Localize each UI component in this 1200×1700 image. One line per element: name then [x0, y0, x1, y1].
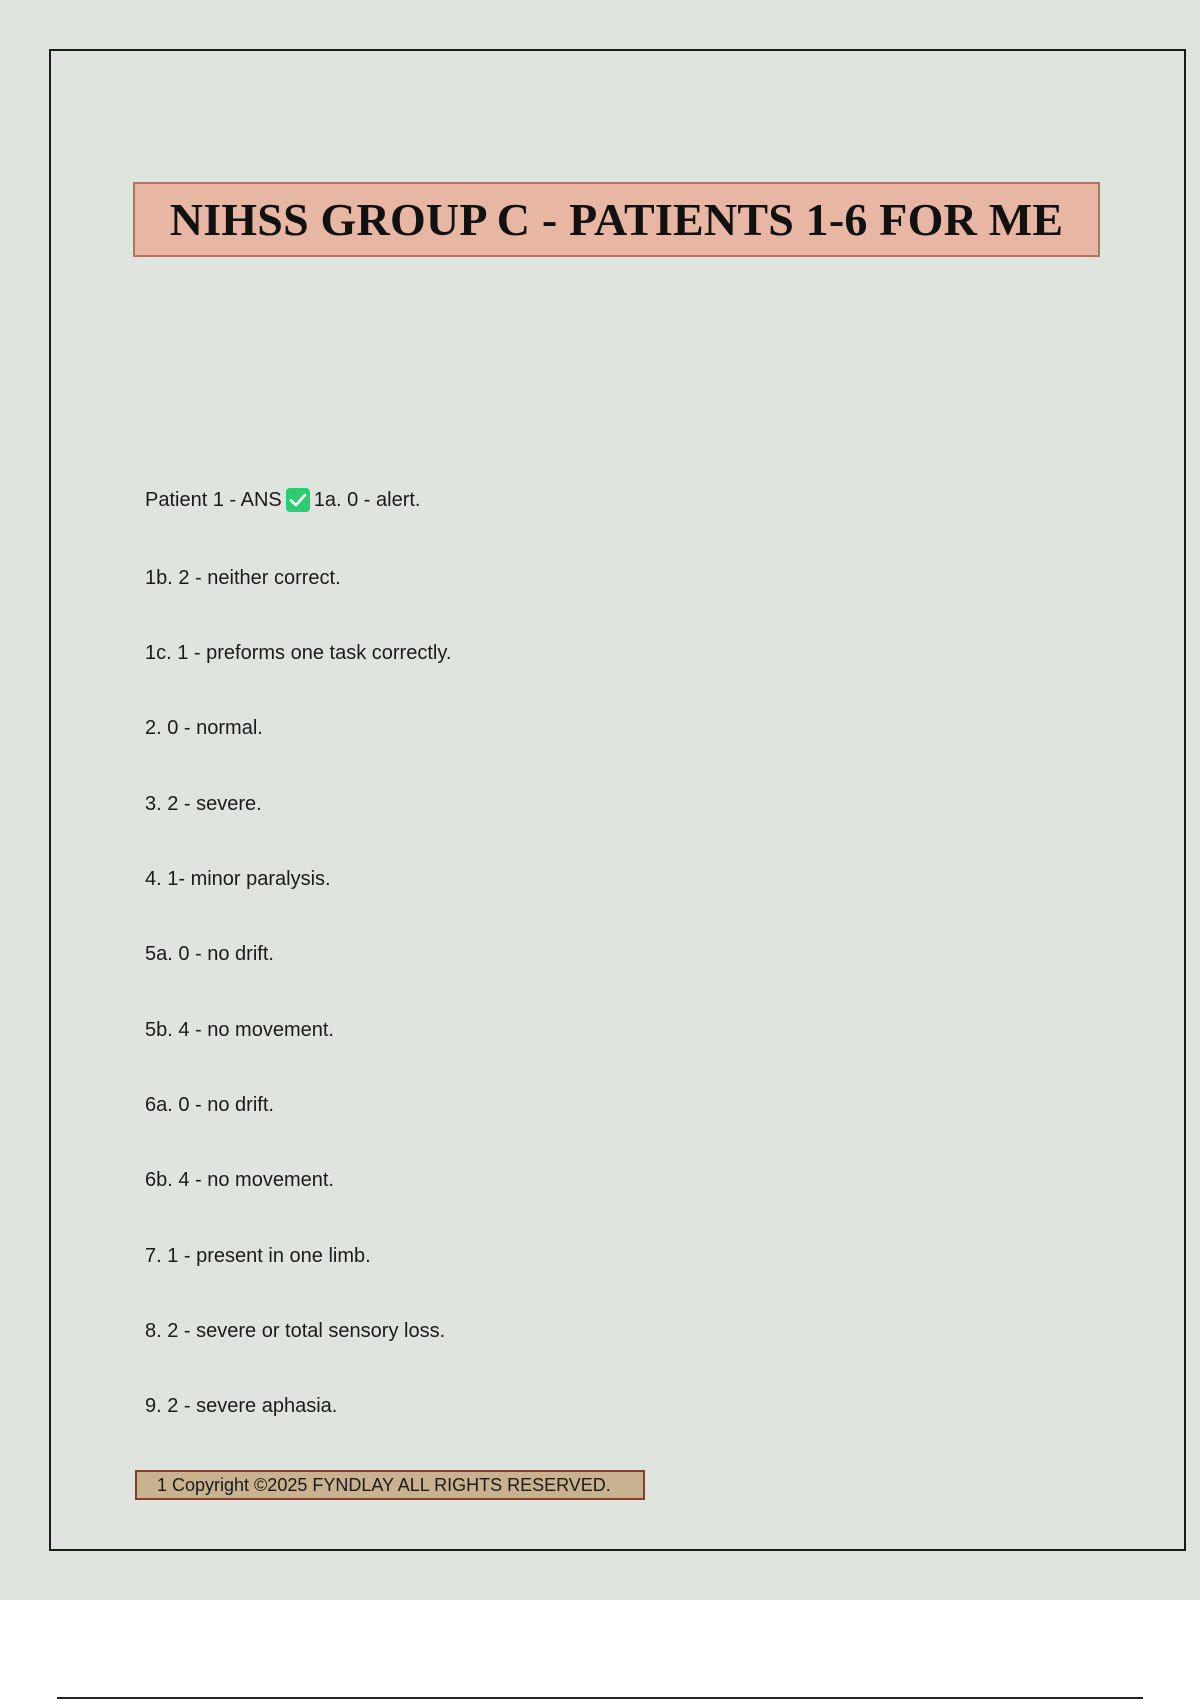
answer-line: 9. 2 - severe aphasia. [145, 1395, 338, 1417]
answer-line: 2. 0 - normal. [145, 717, 263, 739]
answer-line: 6a. 0 - no drift. [145, 1094, 274, 1116]
answer-line-first [145, 488, 420, 512]
check-icon [286, 488, 310, 512]
answer-line: 7. 1 - present in one limb. [145, 1245, 371, 1267]
answer-line: 8. 2 - severe or total sensory loss. [145, 1320, 446, 1342]
page-title: NIHSS GROUP C - PATIENTS 1-6 FOR ME [169, 194, 1064, 245]
title-banner [133, 182, 1100, 257]
answer-line: 5b. 4 - no movement. [145, 1019, 334, 1041]
answer-prefix: Patient 1 - ANS [145, 489, 282, 511]
answer-line: 1b. 2 - neither correct. [145, 567, 341, 589]
answer-line: 1c. 1 - preforms one task correctly. [145, 642, 452, 664]
answer-line: 5a. 0 - no drift. [145, 943, 274, 965]
copyright-footer [135, 1470, 645, 1500]
answer-line: 6b. 4 - no movement. [145, 1169, 334, 1191]
answer-suffix: 1a. 0 - alert. [313, 489, 421, 511]
copyright-text: 1 Copyright ©2025 FYNDLAY ALL RIGHTS RESERVED. [157, 1474, 611, 1495]
answer-line: 3. 2 - severe. [145, 793, 262, 815]
bottom-divider [57, 1697, 1143, 1699]
answer-line: 4. 1- minor paralysis. [145, 868, 331, 890]
